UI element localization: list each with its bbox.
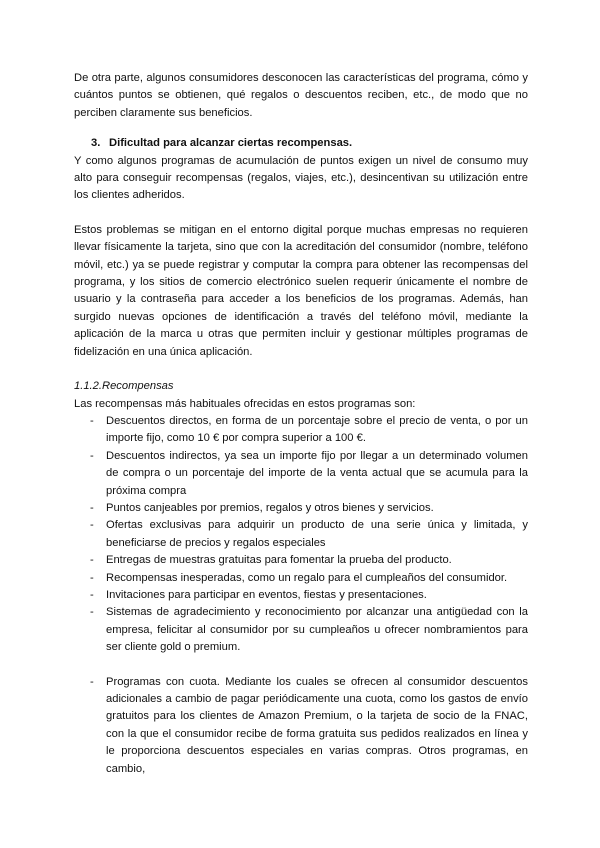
list-item-text: Ofertas exclusivas para adquirir un producto de una serie única y limitada, y beneficiarse de precios y regalos especiales bbox=[106, 519, 528, 549]
rewards-list-continued bbox=[74, 674, 528, 778]
list-item-text: Entregas de muestras gratuitas para fomentar la prueba del producto. bbox=[106, 554, 452, 567]
paragraph-difficulty: Y como algunos programas de acumulación de puntos exigen un nivel de consumo muy alto para conseguir recompensas (regalos, viajes, etc.), desincentivan su utilización entre los clientes adheridos. bbox=[74, 154, 528, 202]
list-item-text: Programas con cuota. Mediante los cuales se ofrecen al consumidor descuentos adicionales a cambio de pagar periódicamente una cuota, como los gastos de envío gratuitos para los clientes de Amazon Premium, o la tarjeta de socio de la FNAC, con la que el consumidor recibe de forma gratuita sus pedidos realizados en línea y le proporciona descuentos especiales en varias compras. Otros programas, en cambio, bbox=[106, 675, 528, 775]
numbered-heading-number: 3. bbox=[91, 137, 101, 150]
numbered-heading bbox=[74, 135, 528, 152]
bullet-dash: - bbox=[90, 519, 94, 532]
paragraph-digital: Estos problemas se mitigan en el entorno digital porque muchas empresas no requieren llevar físicamente la tarjeta, sino que con la acreditación del consumidor (nombre, teléfono móvil, etc.) ya se puede registrar y computar la compra para obtener las recompensas del programa, y los sitios de comercio electrónico suelen requerir únicamente el nombre de usuario y la contraseña para acceder a los beneficios de los programas. Además, han surgido nuevas opciones de identificación a través del teléfono móvil, mediante la aplicación de la marca u otras que permiten incluir y gestionar múltiples programas de fidelización en una única aplicación. bbox=[74, 223, 528, 358]
list-item-text: Puntos canjeables por premios, regalos y otros bienes y servicios. bbox=[106, 501, 434, 514]
list-item bbox=[74, 413, 528, 448]
list-item bbox=[74, 500, 528, 517]
list-item-text: Recompensas inesperadas, como un regalo para el cumpleaños del consumidor. bbox=[106, 571, 508, 584]
bullet-dash: - bbox=[90, 449, 94, 462]
numbered-heading-title: Dificultad para alcanzar ciertas recompensas. bbox=[109, 137, 353, 150]
list-intro: Las recompensas más habituales ofrecidas en estos programas son: bbox=[74, 397, 416, 410]
list-item bbox=[74, 587, 528, 604]
list-item bbox=[74, 552, 528, 569]
paragraph-intro: De otra parte, algunos consumidores desconocen las características del programa, cómo y cuántos puntos se obtienen, qué regalos o descuentos reciben, etc., de modo que no perciben claramente sus beneficios. bbox=[74, 72, 528, 119]
section-heading: 1.1.2.Recompensas bbox=[74, 380, 174, 393]
bullet-dash: - bbox=[90, 588, 94, 601]
list-item-text: Sistemas de agradecimiento y reconocimiento por alcanzar una antigüedad con la empresa, felicitar al consumidor por su cumpleaños u ofrecer nombramientos para ser cliente gold o premium. bbox=[106, 606, 528, 654]
bullet-dash: - bbox=[90, 571, 94, 584]
bullet-dash: - bbox=[90, 501, 94, 514]
bullet-dash: - bbox=[90, 414, 94, 427]
list-item bbox=[74, 604, 528, 656]
list-item bbox=[74, 448, 528, 500]
list-item-text: Descuentos directos, en forma de un porcentaje sobre el precio de venta, o por un importe fijo, como 10 € por compra superior a 100 €. bbox=[106, 414, 528, 445]
list-item-text: Invitaciones para participar en eventos, fiestas y presentaciones. bbox=[106, 588, 427, 601]
list-item bbox=[74, 674, 528, 778]
document-page bbox=[74, 70, 528, 778]
bullet-dash: - bbox=[90, 675, 94, 688]
bullet-dash: - bbox=[90, 606, 94, 619]
list-item-text: Descuentos indirectos, ya sea un importe fijo por llegar a un determinado volumen de compra o un porcentaje del importe de la venta actual que se acumula para la próxima compra bbox=[106, 449, 528, 497]
list-item bbox=[74, 517, 528, 552]
bullet-dash: - bbox=[90, 554, 94, 567]
list-item bbox=[74, 570, 528, 587]
rewards-list bbox=[74, 413, 528, 657]
